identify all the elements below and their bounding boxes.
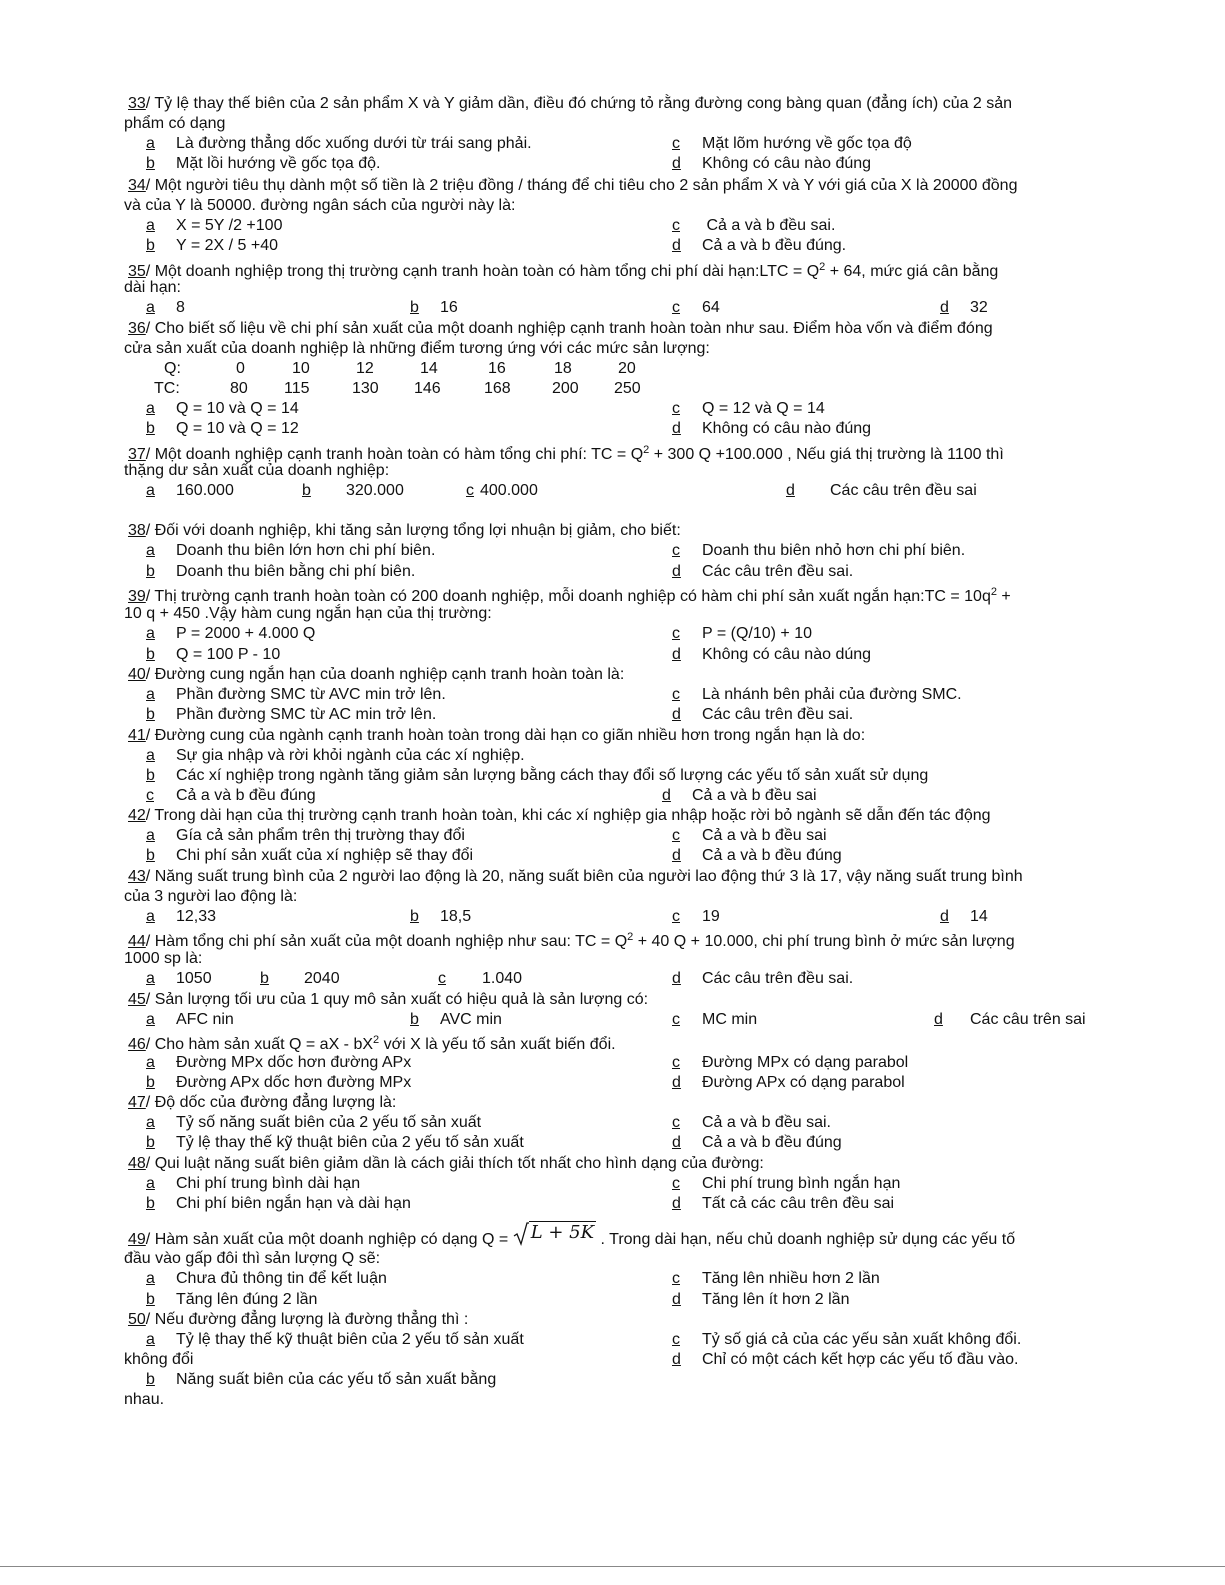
question-36-stem-cont: cửa sản xuất của doanh nghiệp là những điểm tương ứng với các mức sản lượng: [124, 340, 710, 357]
option-b[interactable]: b 320.000 [302, 482, 404, 499]
option-b[interactable]: b Phần đường SMC từ AC min trở lên. [146, 706, 437, 723]
table-cell: 115 [284, 380, 310, 397]
question-47-stem: 47/ Độ dốc của đường đẳng lượng là: [128, 1094, 397, 1111]
option-d[interactable]: d Không có câu nào đúng [672, 155, 872, 172]
option-d[interactable]: d Tất cả các câu trên đều sai [672, 1195, 895, 1212]
option-d[interactable]: d Các câu trên đều sai. [672, 706, 854, 723]
option-c[interactable]: c 1.040 [438, 970, 523, 987]
option-c[interactable]: c MC min [672, 1011, 758, 1028]
table-cell: 0 [236, 360, 245, 377]
question-33-stem-cont: phẩm có dạng [124, 115, 226, 132]
question-39-stem-cont: 10 q + 450 .Vậy hàm cung ngắn hạn của thị trường: [124, 605, 492, 622]
question-49-stem-cont: đầu vào gấp đôi thì sản lượng Q sẽ: [124, 1250, 381, 1267]
option-d[interactable]: d Đường APx có dạng parabol [672, 1074, 905, 1091]
table-cell: 10 [292, 360, 310, 377]
option-a[interactable]: a 1050 [146, 970, 212, 987]
page-bottom-rule [0, 1566, 1225, 1567]
option-a[interactable]: a Đường MPx dốc hơn đường APx [146, 1054, 412, 1071]
option-b[interactable]: b Chi phí biên ngắn hạn và dài hạn [146, 1195, 411, 1212]
option-c[interactable]: c Cả a và b đều sai. [672, 217, 836, 234]
question-50-stem: 50/ Nếu đường đẳng lượng là đường thẳng thì : [128, 1311, 469, 1328]
question-48-stem: 48/ Qui luật năng suất biên giảm dần là cách giải thích tốt nhất cho hình dạng của đường: [128, 1155, 764, 1172]
table-cell: 168 [484, 380, 511, 397]
option-a[interactable]: a 12,33 [146, 908, 217, 925]
option-b[interactable]: b Tăng lên đúng 2 lần [146, 1291, 318, 1308]
question-37-stem-cont: thặng dư sản xuất của doanh nghiệp: [124, 462, 390, 479]
option-b[interactable]: b Q = 100 P - 10 [146, 646, 281, 663]
table-row-label: TC: [154, 380, 180, 397]
option-a[interactable]: a Là đường thẳng dốc xuống dưới từ trái sang phải. [146, 135, 532, 152]
option-b[interactable]: b Các xí nghiệp trong ngành tăng giảm sản lượng bằng cách thay đổi số lượng các yếu tố sản xuất sử dụng [146, 767, 929, 784]
option-c[interactable]: c Đường MPx có dạng parabol [672, 1054, 909, 1071]
sqrt-formula: L + 5K [513, 1222, 596, 1246]
option-c[interactable]: c Doanh thu biên nhỏ hơn chi phí biên. [672, 542, 966, 559]
question-35-stem: 35/ Một doanh nghiệp trong thị trường cạnh tranh hoàn toàn có hàm tổng chi phí dài hạn:LTC = $Q^2 + 64$, mức giá cân bằng [128, 261, 999, 280]
option-c[interactable]: c Cả a và b đều sai [672, 827, 827, 844]
option-b[interactable]: b 18,5 [410, 908, 472, 925]
question-35-stem-cont: dài hạn: [124, 279, 181, 296]
option-b[interactable]: b Y = 2X / 5 +40 [146, 237, 279, 254]
option-a[interactable]: a Sự gia nhập và rời khỏi ngành của các xí nghiệp. [146, 747, 525, 764]
option-b[interactable]: b Đường APx dốc hơn đường MPx [146, 1074, 412, 1091]
option-a[interactable]: a Phần đường SMC từ AVC min trở lên. [146, 686, 446, 703]
option-d[interactable]: d Chỉ có một cách kết hợp các yếu tố đầu vào. [672, 1351, 1019, 1368]
option-a[interactable]: a Chi phí trung bình dài hạn [146, 1175, 361, 1192]
option-d[interactable]: d Không có câu nào đúng [672, 420, 872, 437]
option-d[interactable]: d 32 [940, 299, 988, 316]
option-c[interactable]: c Tăng lên nhiều hơn 2 lần [672, 1270, 880, 1287]
question-41-stem: 41/ Đường cung của ngành cạnh tranh hoàn toàn trong dài hạn co giãn nhiều hơn trong ngắn hạn là do: [128, 727, 866, 744]
option-c[interactable]: c Tỷ số giá cả của các yếu sản xuất không đổi. [672, 1331, 1022, 1348]
option-b[interactable]: b Chi phí sản xuất của xí nghiệp sẽ thay đổi [146, 847, 474, 864]
option-b[interactable]: b Mặt lồi hướng về gốc tọa độ. [146, 155, 381, 172]
option-d[interactable]: d Cả a và b đều đúng. [672, 237, 847, 254]
table-row-label: Q: [164, 360, 181, 377]
option-c[interactable]: c Cả a và b đều sai. [672, 1114, 831, 1131]
question-33-stem: 33/ Tỷ lệ thay thế biên của 2 sản phẩm X và Y giảm dần, điều đó chứng tỏ rằng đường cong bàng quan (đẳng ích) của 2 sản [128, 95, 1013, 112]
option-d[interactable]: d Cả a và b đều đúng [672, 847, 842, 864]
table-cell: 80 [230, 380, 248, 397]
option-d[interactable]: d Không có câu nào dúng [672, 646, 872, 663]
option-d[interactable]: d Tăng lên ít hơn 2 lần [672, 1291, 850, 1308]
option-c[interactable]: c 64 [672, 299, 720, 316]
option-b[interactable]: b Doanh thu biên bằng chi phí biên. [146, 563, 416, 580]
question-34-stem-cont: và của Y là 50000. đường ngân sách của người này là: [124, 197, 516, 214]
table-cell: 12 [356, 360, 374, 377]
option-a-cont: không đổi [124, 1351, 194, 1368]
option-a[interactable]: a Q = 10 và Q = 14 [146, 400, 299, 417]
option-a[interactable]: a Tỷ số năng suất biên của 2 yếu tố sản xuất [146, 1114, 482, 1131]
option-a[interactable]: a 8 [146, 299, 185, 316]
option-d[interactable]: d Cả a và b đều sai [662, 787, 817, 804]
question-38-stem: 38/ Đối với doanh nghiệp, khi tăng sản lượng tổng lợi nhuận bị giảm, cho biết: [128, 522, 681, 539]
option-c[interactable]: c Cả a và b đều đúng [146, 787, 316, 804]
option-a[interactable]: a Tỷ lệ thay thế kỹ thuật biên của 2 yếu tố sản xuất [146, 1331, 524, 1348]
table-cell: 16 [488, 360, 506, 377]
table-cell: 250 [614, 380, 641, 397]
table-cell: 20 [618, 360, 636, 377]
table-cell: 146 [414, 380, 441, 397]
option-d[interactable]: d Các câu trên đều sai [786, 482, 977, 499]
question-45-stem: 45/ Sản lượng tối ưu của 1 quy mô sản xuất có hiệu quả là sản lượng có: [128, 991, 649, 1008]
option-d[interactable]: d Các câu trên đều sai. [672, 970, 854, 987]
question-49-stem: 49/ Hàm sản xuất của một doanh nghiệp có dạng Q = L + 5K . Trong dài hạn, nếu chủ doanh nghiệp sử dụng các yếu tố [128, 1222, 1016, 1249]
question-44-stem: 44/ Hàm tổng chi phí sản xuất của một doanh nghiệp như sau: TC = $Q^2 + 40$ Q + 10.000, chi phí trung bình ở mức sản lượng [128, 931, 1015, 950]
option-c[interactable]: c Mặt lõm hướng về gốc tọa độ [672, 135, 912, 152]
table-cell: 130 [352, 380, 379, 397]
table-cell: 18 [554, 360, 572, 377]
question-43-stem: 43/ Năng suất trung bình của 2 người lao động là 20, năng suất biên của người lao động thứ 3 là 17, vậy năng suất trung bình [128, 868, 1023, 885]
question-43-stem-cont: của 3 người lao động là: [124, 888, 298, 905]
option-a[interactable]: a Chưa đủ thông tin để kết luận [146, 1270, 387, 1287]
question-36-stem: 36/ Cho biết số liệu về chi phí sản xuất của một doanh nghiệp cạnh tranh hoàn toàn như sau. Điểm hòa vốn và điểm đóng [128, 320, 993, 337]
option-b-cont: nhau. [124, 1391, 165, 1408]
option-c[interactable]: c Q = 12 và Q = 14 [672, 400, 825, 417]
question-37-stem: 37/ Một doanh nghiệp cạnh tranh hoàn toàn có hàm tổng chi phí: TC = $Q^2 + 300$ Q +100.000 , Nếu giá thị trường là 1100 thì [128, 444, 1004, 463]
option-c[interactable]: c Là nhánh bên phải của đường SMC. [672, 686, 962, 703]
option-b[interactable]: b Q = 10 và Q = 12 [146, 420, 299, 437]
option-d[interactable]: d Cả a và b đều đúng [672, 1134, 842, 1151]
question-number: 33 [128, 95, 146, 112]
question-34-stem: 34/ Một người tiêu thụ dành một số tiền là 2 triệu đồng / tháng để chi tiêu cho 2 sản phẩm X và Y với giá của X là 20000 đồng [128, 177, 1018, 194]
option-a[interactable]: a X = 5Y /2 +100 [146, 217, 283, 234]
option-b[interactable]: b Tỷ lệ thay thế kỹ thuật biên của 2 yếu tố sản xuất [146, 1134, 524, 1151]
option-b[interactable]: b 2040 [260, 970, 340, 987]
option-d[interactable]: d 14 [940, 908, 988, 925]
option-a[interactable]: a Doanh thu biên lớn hơn chi phí biên. [146, 542, 436, 559]
sqrt-sign-icon [513, 1222, 529, 1246]
option-a[interactable]: a Gía cả sản phẩm trên thị trường thay đổi [146, 827, 465, 844]
option-c[interactable]: c 400.000 [466, 482, 538, 499]
question-40-stem: 40/ Đường cung ngắn hạn của doanh nghiệp cạnh tranh hoàn toàn là: [128, 666, 625, 683]
option-d[interactable]: d Các câu trên đều sai. [672, 563, 854, 580]
table-cell: 14 [420, 360, 438, 377]
question-46-stem: 46/ Cho hàm sản xuất Q = aX - $bX^2$ với X là yếu tố sản xuất biến đổi. [128, 1034, 616, 1053]
option-a[interactable]: a 160.000 [146, 482, 234, 499]
table-cell: 200 [552, 380, 579, 397]
option-a[interactable]: a AFC nin [146, 1011, 234, 1028]
option-d[interactable]: d Các câu trên sai [934, 1011, 1086, 1028]
option-b[interactable]: b AVC min [410, 1011, 502, 1028]
option-c[interactable]: c P = (Q/10) + 10 [672, 625, 812, 642]
option-b[interactable]: b 16 [410, 299, 458, 316]
question-39-stem: 39/ Thị trường cạnh tranh hoàn toàn có 200 doanh nghiệp, mỗi doanh nghiệp có hàm chi phí sản xuất ngắn hạn:TC = $10q^2$ + [128, 586, 1011, 605]
option-b[interactable]: b Năng suất biên của các yếu tố sản xuất bằng [146, 1371, 497, 1388]
option-a[interactable]: a P = 2000 + 4.000 Q [146, 625, 316, 642]
option-c[interactable]: c Chi phí trung bình ngắn hạn [672, 1175, 901, 1192]
question-44-stem-cont: 1000 sp là: [124, 950, 203, 967]
option-c[interactable]: c 19 [672, 908, 720, 925]
question-42-stem: 42/ Trong dài hạn của thị trường cạnh tranh hoàn toàn, khi các xí nghiệp gia nhập hoặc rời bỏ ngành sẽ dẫn đến tác động [128, 807, 991, 824]
